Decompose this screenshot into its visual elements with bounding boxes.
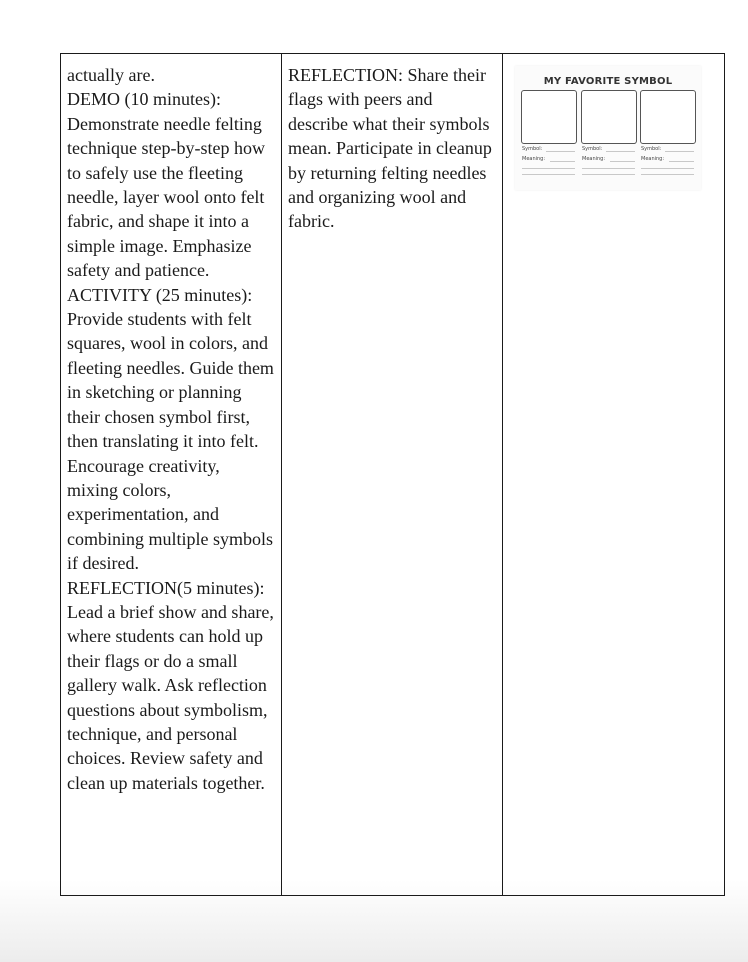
worksheet-write-line [665,151,694,152]
materials-cell [503,54,725,896]
table-row [61,54,725,896]
worksheet-symbol-label: Symbol: [582,146,603,152]
worksheet-title: MY FAVORITE SYMBOL [543,76,673,87]
worksheet-write-line [641,168,694,169]
worksheet-drawing-box [581,90,637,144]
teacher-procedure-cell [61,54,282,896]
reflection-step-text: REFLECTION(5 minutes): Lead a brief show and share, where students can hold up their flags or do a small gallery walk. Ask reflection questions about symbolism, technique, and personal choices. Review safety and clean up materials together. [67,577,274,793]
worksheet-write-line [546,151,575,152]
worksheet-write-line [610,161,635,162]
student-reflection-text: REFLECTION: Share their flags with peers and describe what their symbols mean. Participate in cleanup by returning felting needles and organizing wool and fabric. [288,65,492,232]
worksheet-meaning-label: Meaning: [641,156,665,162]
worksheet-drawing-box [521,90,577,144]
worksheet-write-line [669,161,694,162]
activity-step-text: ACTIVITY (25 minutes): Provide students with felt squares, wool in colors, and fleeting needles. Guide them in sketching or planning their chosen symbol first, then translating it into felt. Encourage creativity, mixing colors, experimentation, and combining multiple symbols if desired. [67,284,274,574]
lesson-plan-table [60,53,725,896]
worksheet-write-line [582,174,635,175]
worksheet-symbol-label: Symbol: [641,146,662,152]
worksheet-write-line [550,161,575,162]
worksheet-write-line [641,174,694,175]
worksheet-write-line [522,168,575,169]
worksheet-write-line [522,174,575,175]
continued-text: actually are. [67,65,155,85]
worksheet-symbol-label: Symbol: [522,146,543,152]
worksheet-write-line [606,151,635,152]
demo-step-text: DEMO (10 minutes): Demonstrate needle felting technique step-by-step how to safely use the fleeting needle, layer wool onto felt fabric, and shape it into a simple image. Emphasize safety and patience. [67,89,265,281]
worksheet-meaning-label: Meaning: [522,156,546,162]
worksheet-drawing-box [640,90,696,144]
favorite-symbol-worksheet-image [515,66,701,190]
worksheet-write-line [582,168,635,169]
worksheet-meaning-label: Meaning: [582,156,606,162]
student-procedure-cell [282,54,503,896]
